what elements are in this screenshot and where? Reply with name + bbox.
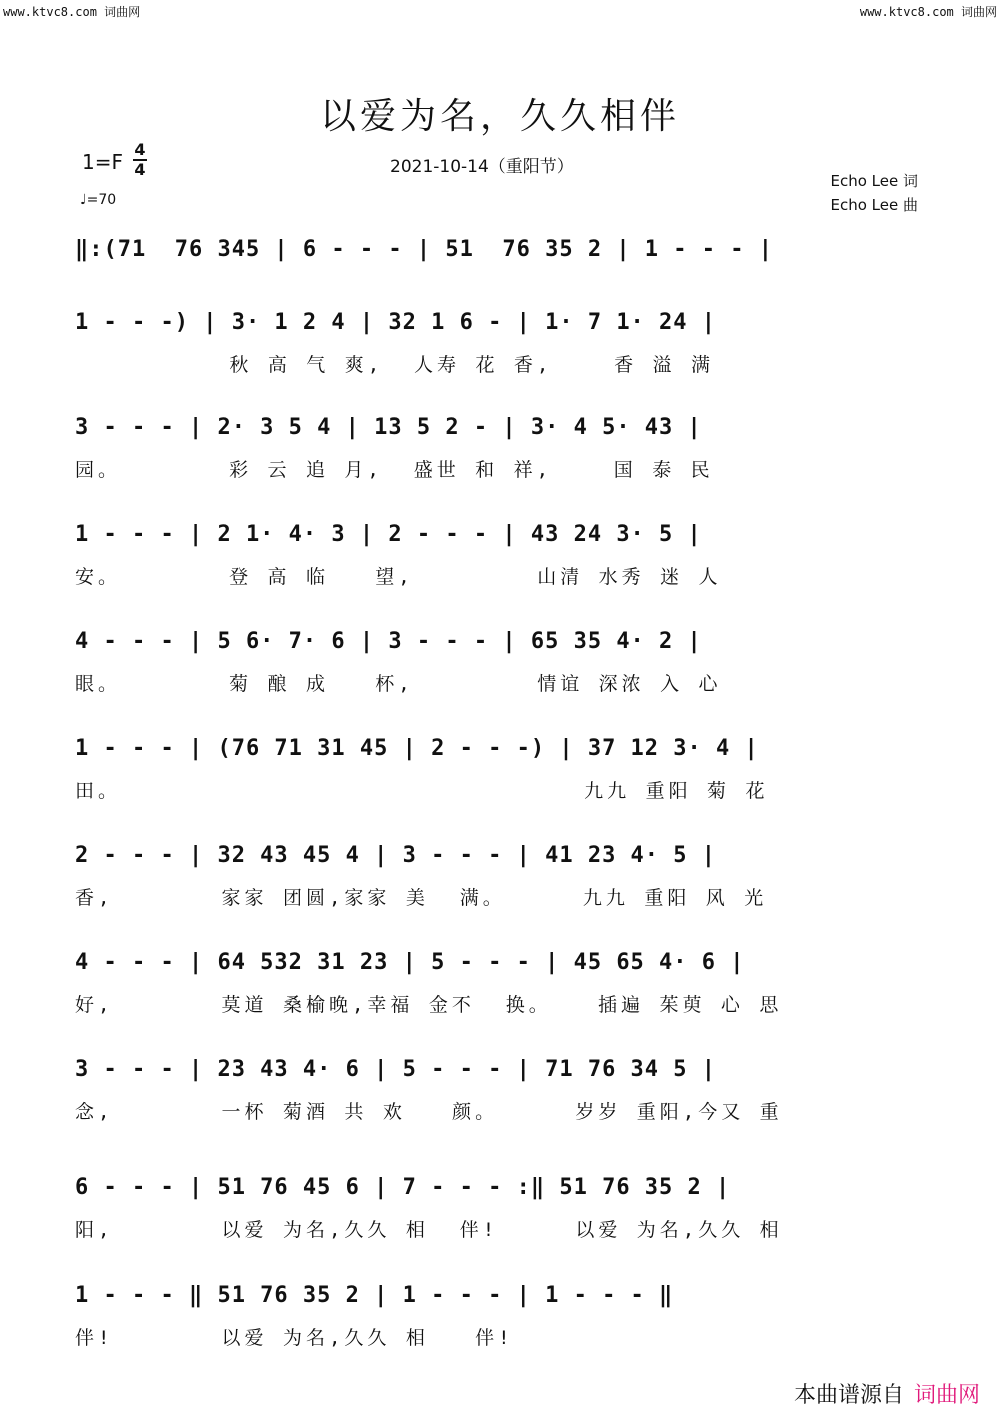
lyrics-line: 秋 高 气 爽, 人寿 花 香, 香 溢 满 (75, 354, 714, 376)
notes-line: 2 - - - | 32 43 45 4 | 3 - - - | 41 23 4· 5 | (75, 843, 717, 868)
lyrics-line: 田。 九九 重阳 菊 花 (75, 780, 769, 802)
score-row (75, 629, 925, 719)
key-signature: 1=F (82, 150, 123, 174)
footer (794, 1378, 980, 1409)
score-row (75, 1057, 925, 1147)
tempo-marking: ♩=70 (80, 192, 117, 208)
lyrics-line: 园。 彩 云 追 月, 盛世 和 祥, 国 泰 民 (75, 459, 714, 481)
time-top: 4 (134, 140, 146, 159)
lyrics-line: 安。 登 高 临 望, 山清 水秀 迷 人 (75, 566, 722, 588)
score-row (75, 415, 925, 505)
score-row (75, 1283, 925, 1373)
watermark-left: www.ktvc8.com 词曲网 (3, 5, 141, 19)
composer-credit: Echo Lee 曲 (830, 196, 918, 214)
footer-brand: 词曲网 (913, 1383, 980, 1408)
score-row (75, 843, 925, 933)
time-signature (133, 141, 147, 179)
notes-line: 3 - - - | 2· 3 5 4 | 13 5 2 - | 3· 4 5· 43 | (75, 415, 702, 440)
song-date: 2021-10-14（重阳节） (390, 157, 574, 177)
notes-line: 6 - - - | 51 76 45 6 | 7 - - - :‖ 51 76 35 2 | (75, 1175, 731, 1200)
lyrics-line: 伴! 以爱 为名,久久 相 伴! (75, 1327, 514, 1349)
score-row (75, 736, 925, 826)
score-row (75, 1175, 925, 1265)
notes-line: 1 - - -) | 3· 1 2 4 | 32 1 6 - | 1· 7 1· 24 | (75, 310, 717, 335)
score-row (75, 522, 925, 612)
lyrics-line (75, 277, 925, 307)
notes-line: 1 - - - ‖ 51 76 35 2 | 1 - - - | 1 - - - ‖ (75, 1283, 674, 1308)
notes-line: 1 - - - | 2 1· 4· 3 | 2 - - - | 43 24 3· 5 | (75, 522, 702, 547)
notes-line: 4 - - - | 5 6· 7· 6 | 3 - - - | 65 35 4· 2 | (75, 629, 702, 654)
song-title: 以爱为名，久久相伴 (319, 96, 680, 137)
lyrics-line: 念, 一杯 菊酒 共 欢 颜。 岁岁 重阳,今又 重 (75, 1101, 783, 1123)
notes-line: 3 - - - | 23 43 4· 6 | 5 - - - | 71 76 34 5 | (75, 1057, 717, 1082)
lyricist-credit: Echo Lee 词 (830, 172, 918, 190)
score-row (75, 310, 925, 400)
footer-text: 本曲谱源自 (793, 1383, 904, 1408)
notes-line: ‖:(71 76 345 | 6 - - - | 51 76 35 2 | 1 - - - | (75, 237, 774, 262)
notes-line: 4 - - - | 64 532 31 23 | 5 - - - | 45 65 4· 6 | (75, 950, 745, 975)
score-row (75, 950, 925, 1040)
lyrics-line: 香, 家家 团圆,家家 美 满。 九九 重阳 风 光 (75, 887, 768, 909)
watermark-right: www.ktvc8.com 词曲网 (859, 5, 997, 19)
lyrics-line: 好, 莫道 桑榆晚,幸福 金不 换。 插遍 茱萸 心 思 (75, 994, 783, 1016)
lyrics-line: 阳, 以爱 为名,久久 相 伴! 以爱 为名,久久 相 (75, 1219, 783, 1241)
notes-line: 1 - - - | (76 71 31 45 | 2 - - -) | 37 12 3· 4 | (75, 736, 759, 761)
lyrics-line: 眼。 菊 酿 成 杯, 情谊 深浓 入 心 (75, 673, 722, 695)
time-bottom: 4 (134, 160, 146, 179)
